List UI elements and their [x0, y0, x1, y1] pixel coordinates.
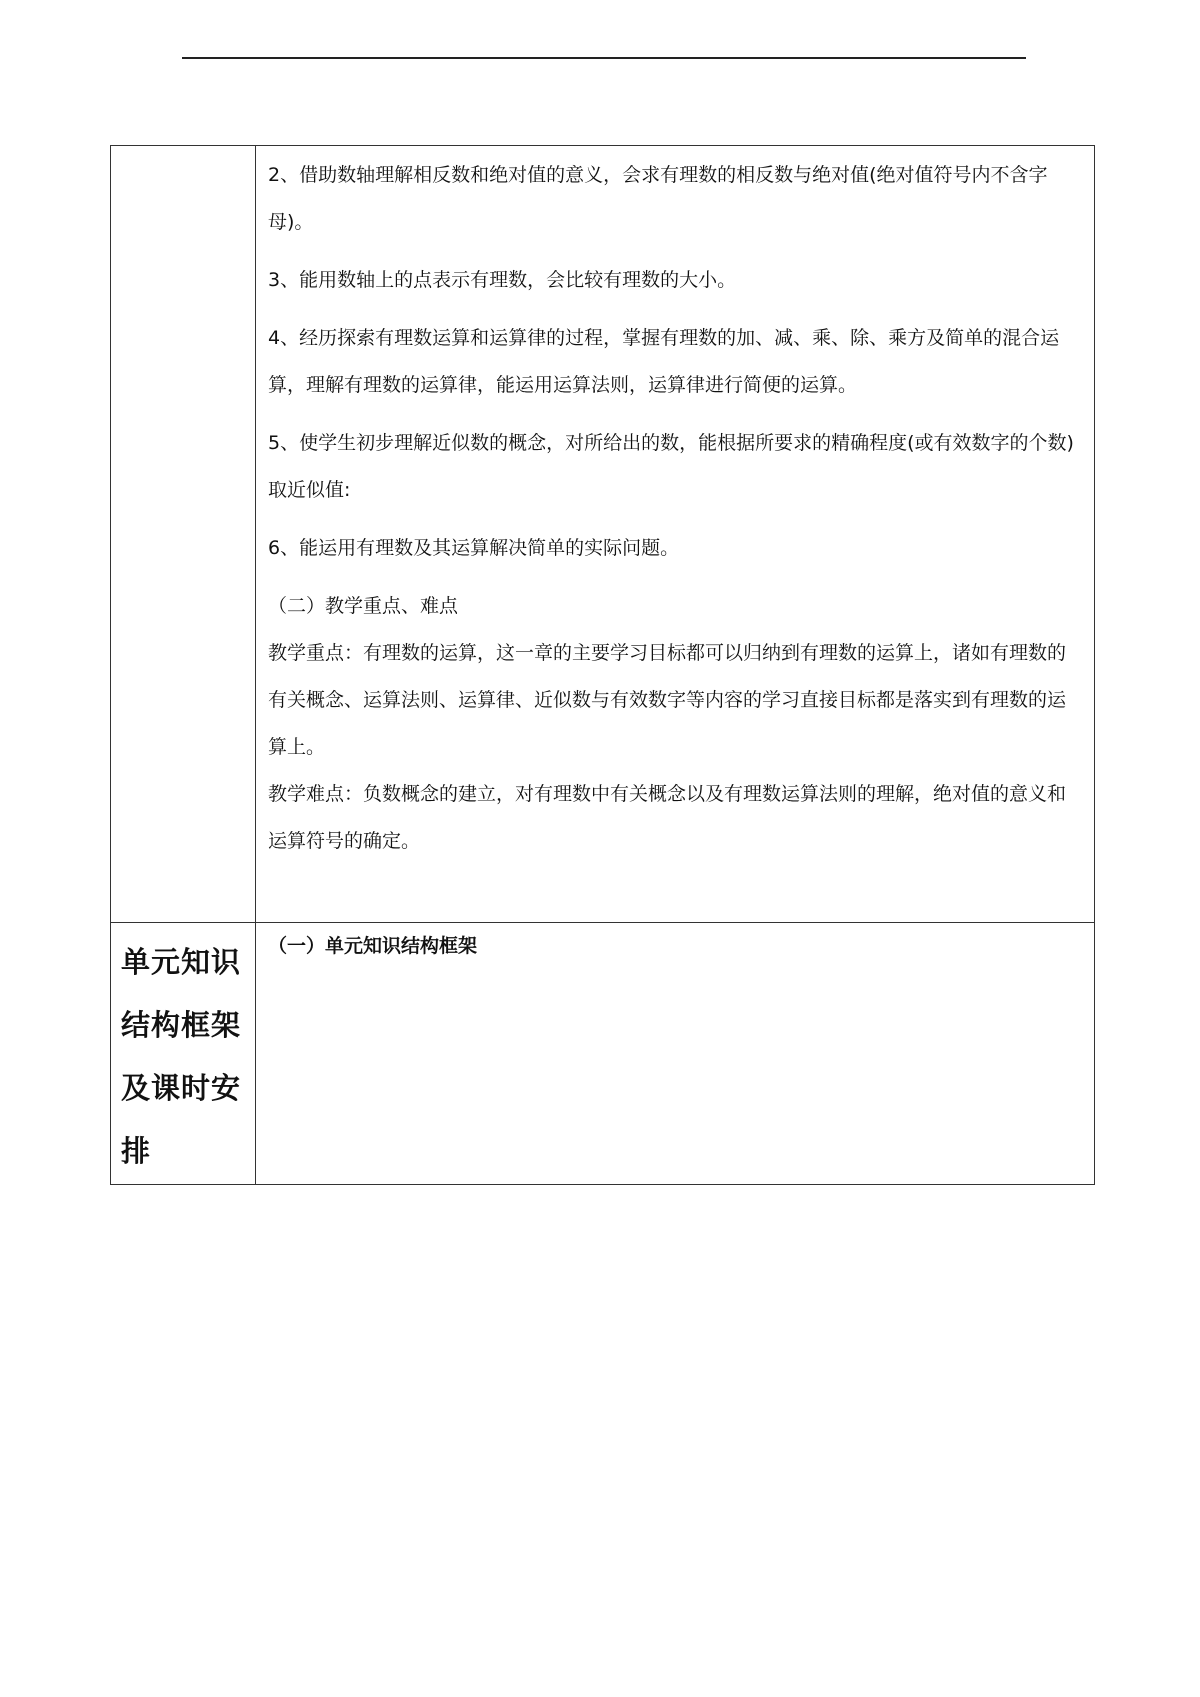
difficult-point-text: 教学难点：负数概念的建立，对有理数中有关概念以及有理数运算法则的理解，绝对值的意义和运算符号的确定。 [268, 783, 1067, 852]
structure-row-label: 单元知识结构框架及课时安排 [121, 945, 242, 1168]
objective-item-6: 6、能运用有理数及其运算解决简单的实际问题。 [268, 537, 680, 559]
structure-section-heading: （一）单元知识结构框架 [268, 935, 478, 957]
objective-item-3: 3、能用数轴上的点表示有理数，会比较有理数的大小。 [268, 269, 737, 291]
structure-label-cell [111, 923, 256, 1185]
objective-item-2: 2、借助数轴理解相反数和绝对值的意义，会求有理数的相反数与绝对值(绝对值符号内不含字母)。 [268, 164, 1048, 233]
structure-content-cell [256, 923, 1095, 1185]
objective-item-4: 4、经历探索有理数运算和运算律的过程，掌握有理数的加、减、乘、除、乘方及简单的混合运算，理解有理数的运算律，能运用运算法则，运算律进行简便的运算。 [268, 327, 1060, 396]
objective-item-5: 5、使学生初步理解近似数的概念，对所给出的数，能根据所要求的精确程度(或有效数字的个数)取近似值: [268, 432, 1074, 501]
structure-row [111, 923, 1095, 1185]
objectives-label-cell [111, 146, 256, 923]
lesson-plan-table [110, 145, 1095, 1185]
objectives-content-cell [256, 146, 1095, 923]
focus-heading: （二）教学重点、难点 [268, 595, 459, 617]
header-rule [182, 57, 1026, 59]
objectives-row [111, 146, 1095, 923]
key-point-text: 教学重点：有理数的运算，这一章的主要学习目标都可以归纳到有理数的运算上，诸如有理数的有关概念、运算法则、运算律、近似数与有效数字等内容的学习直接目标都是落实到有理数的运算上。 [268, 642, 1067, 758]
